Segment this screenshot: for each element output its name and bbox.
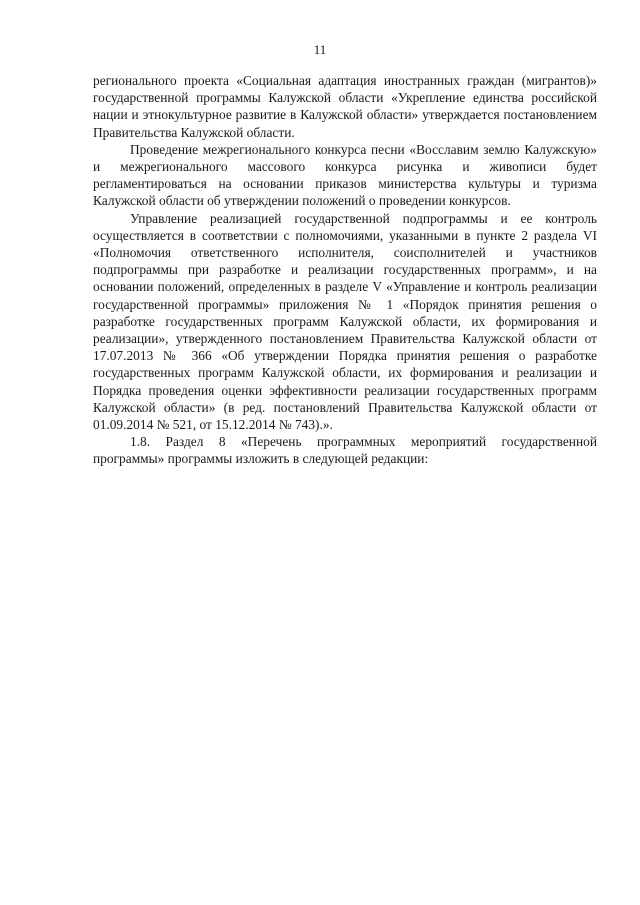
paragraph-management-control: Управление реализацией государственной подпрограммы и ее контроль осуществляется в соответствии с полномочиями, указанными в пункте 2 раздела VI «Полномочия ответственного исполнителя, соисполнителей и участников подпрограммы при разработке и реализации государственных программ», и на основании положений, определенных в разделе V «Управление и контроль реализации государственной программы» приложения № 1 «Порядок принятия решения о разработке государственных программ Калужской области, их формирования и реализации», утвержденного постановлением Правительства Калужской области от 17.07.2013 № 366 «Об утверждении Порядка принятия решения о разработке государственных программ Калужской области, их формирования и реализации и Порядка проведения оценки эффективности реализации государственных программ Калужской области» (в ред. постановлений Правительства Калужской области от 01.09.2014 № 521, от 15.12.2014 № 743).». xyxy=(93,210,597,433)
paragraph-section-8-amendment: 1.8. Раздел 8 «Перечень программных мероприятий государственной программы» программы изложить в следующей редакции: xyxy=(93,434,597,467)
paragraph-regional-project: регионального проекта «Социальная адаптация иностранных граждан (мигрантов)» государственной программы Калужской области «Укрепление единства российской нации и этнокультурное развитие в Калужской области» утверждается постановлением Правительства Калужской области. xyxy=(93,73,597,140)
paragraph-contests: Проведение межрегионального конкурса песни «Восславим землю Калужскую» и межрегионального массового конкурса рисунка и живописи будет регламентироваться на основании приказов министерства культуры и туризма Калужской области об утверждении положений о проведении конкурсов. xyxy=(93,141,597,209)
document-body xyxy=(93,72,597,468)
page-number: 11 xyxy=(313,42,327,57)
